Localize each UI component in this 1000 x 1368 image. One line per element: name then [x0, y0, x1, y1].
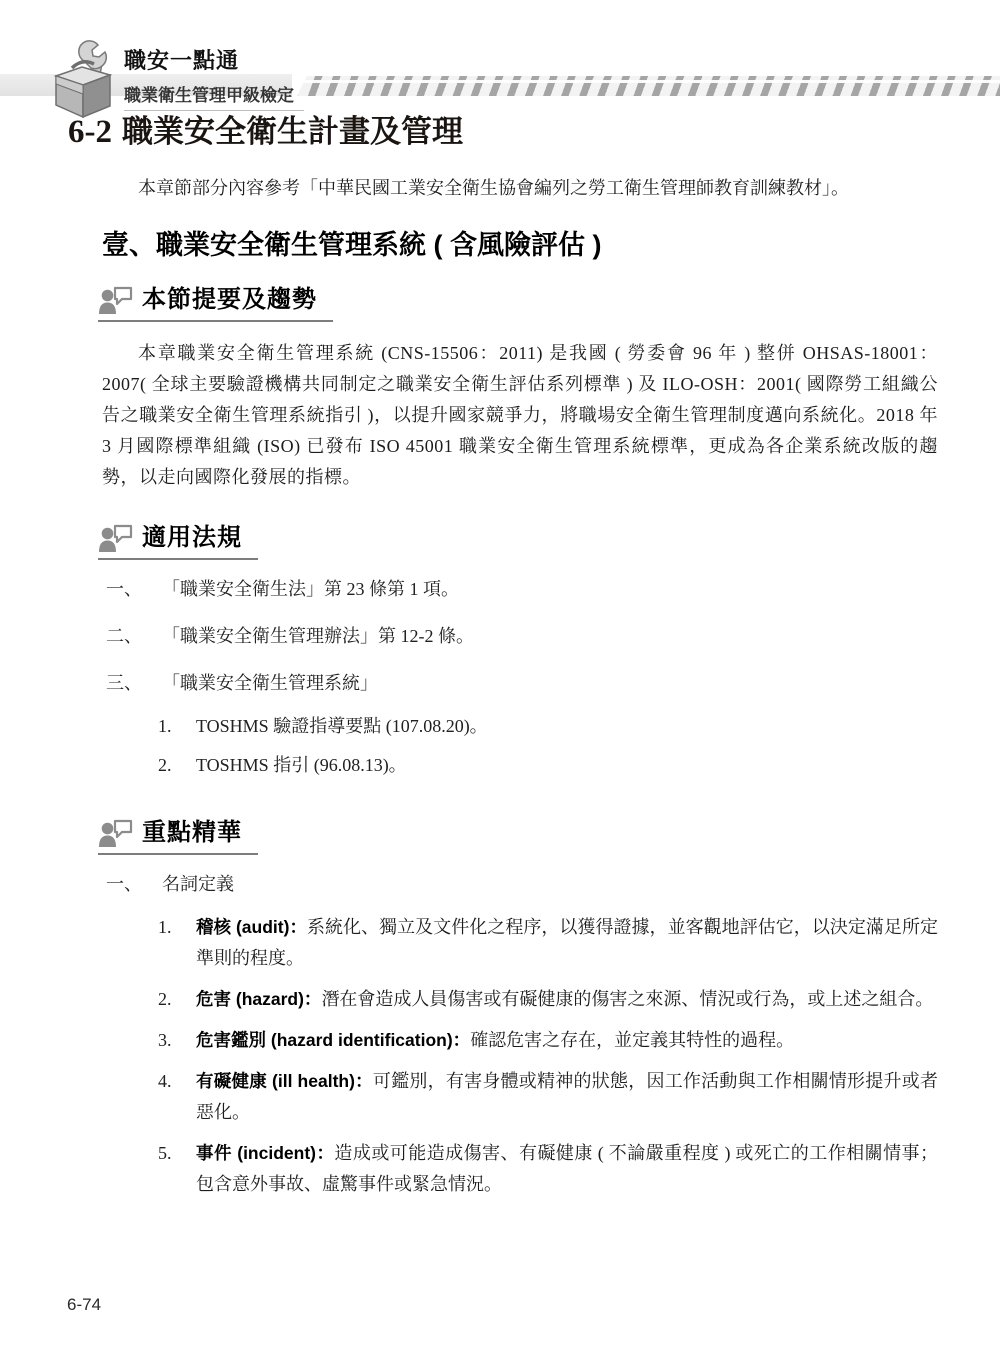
intro-paragraph: 本章節部分內容參考「中華民國工業安全衛生協會編列之勞工衛生管理師教育訓練教材」。: [138, 178, 849, 198]
definition-text: 可鑑別，有害身體或精神的狀態，因工作活動與工作相關情形提升或者惡化。: [196, 1071, 939, 1122]
list-text: 名詞定義: [162, 874, 234, 894]
definition-text: 確認危害之存在，並定義其特性的過程。: [470, 1030, 795, 1050]
list-text: 「職業安全衛生管理辦法」第 12-2 條。: [162, 626, 474, 646]
definition-text: 造成或可能造成傷害、有礙健康 ( 不論嚴重程度 ) 或死亡的工作相關情事；包含意外事故、虛驚事件或緊急情況。: [196, 1143, 938, 1194]
definition-number: 1.: [158, 917, 172, 937]
definition-body: [196, 912, 938, 974]
definition-body: [196, 1066, 938, 1128]
list-marker: 三、: [106, 673, 142, 693]
regulation-sublist: [158, 713, 938, 778]
definition-term: 事件 (incident)：: [196, 1143, 335, 1163]
subsection-title: 重點精華: [142, 819, 242, 846]
definition-text: 潛在會造成人員傷害或有礙健康的傷害之來源、情況或行為，或上述之組合。: [321, 989, 934, 1009]
definitions-subheading: [106, 871, 938, 897]
list-subitem: [158, 752, 938, 778]
definition-body: [196, 1025, 794, 1056]
list-item: [106, 576, 938, 602]
list-marker: 1.: [158, 716, 172, 736]
definition-term: 危害 (hazard)：: [196, 989, 322, 1009]
definition-number: 3.: [158, 1030, 172, 1050]
definition-term: 稽核 (audit)：: [196, 917, 307, 937]
definition-number: 2.: [158, 989, 172, 1009]
toolbox-wrench-icon: [52, 40, 116, 120]
definition-number: 4.: [158, 1071, 172, 1091]
page-title: [68, 112, 938, 152]
definition-list: [158, 912, 938, 1200]
definition-item: [158, 912, 938, 974]
page-title-text: 職業安全衛生計畫及管理: [122, 114, 463, 149]
subsection-heading-overview: [98, 285, 333, 322]
list-marker: 2.: [158, 755, 172, 775]
book-logo: [52, 40, 304, 120]
logo-subtitle: 職業衛生管理甲級檢定: [124, 81, 304, 111]
list-text: TOSHMS 指引 (96.08.13)。: [196, 755, 407, 775]
list-item: [106, 623, 938, 649]
definition-term: 有礙健康 (ill health)：: [196, 1071, 373, 1091]
section-heading: 壹、職業安全衛生管理系統 ( 含風險評估 ): [102, 230, 602, 260]
logo-text-block: [124, 40, 304, 111]
definition-number: 5.: [158, 1143, 172, 1163]
subsection-heading-highlights: [98, 818, 258, 855]
logo-title: 職安一點通: [124, 48, 240, 73]
list-text: TOSHMS 驗證指導要點 (107.08.20)。: [196, 716, 488, 736]
definition-item: [158, 1025, 938, 1056]
person-speech-bubble-icon: [98, 285, 134, 314]
list-text: 「職業安全衛生管理系統」: [162, 673, 378, 693]
definition-body: [196, 1138, 938, 1200]
overview-paragraph: 本章職業安全衛生管理系統 (CNS-15506：2011) 是我國 ( 勞委會 96 年 ) 整併 OHSAS-18001：2007( 全球主要驗證機構共同制定之職業安全衛生評估系列標準 ) 及 ILO-OSH：2001( 國際勞工組織公告之職業安全衛生管理系統指引 )，以提升國家競爭力，將職場安全衛生管理制度邁向系統化。2018 年 3 月國際標準組織 (ISO) 已發布 ISO 45001 職業安全衛生管理系統標準，更成為各企業系統改版的趨勢，以走向國際化發展的指標。: [102, 343, 938, 487]
definition-body: [196, 984, 933, 1015]
definition-item: [158, 1138, 938, 1200]
document-content: [0, 112, 1000, 1210]
subsection-title: 適用法規: [142, 524, 242, 551]
definition-item: [158, 984, 938, 1015]
person-speech-bubble-icon: [98, 818, 134, 847]
header-stripe-pattern: [297, 76, 1000, 96]
regulation-list: [106, 576, 938, 696]
list-marker: 一、: [106, 579, 142, 599]
definition-text: 系統化、獨立及文件化之程序，以獲得證據，並客觀地評估它，以決定滿足所定準則的程度。: [196, 917, 939, 968]
list-marker: 二、: [106, 626, 142, 646]
subsection-title: 本節提要及趨勢: [142, 286, 317, 313]
list-marker: 一、: [106, 874, 142, 894]
page-number: 6-74: [67, 1295, 102, 1314]
list-subitem: [158, 713, 938, 739]
person-speech-bubble-icon: [98, 523, 134, 552]
list-item: [106, 670, 938, 696]
page-title-number: 6-2: [68, 114, 112, 150]
definition-term: 危害鑑別 (hazard identification)：: [196, 1030, 471, 1050]
subsection-heading-regulations: [98, 523, 258, 560]
definition-item: [158, 1066, 938, 1128]
list-text: 「職業安全衛生法」第 23 條第 1 項。: [162, 579, 459, 599]
